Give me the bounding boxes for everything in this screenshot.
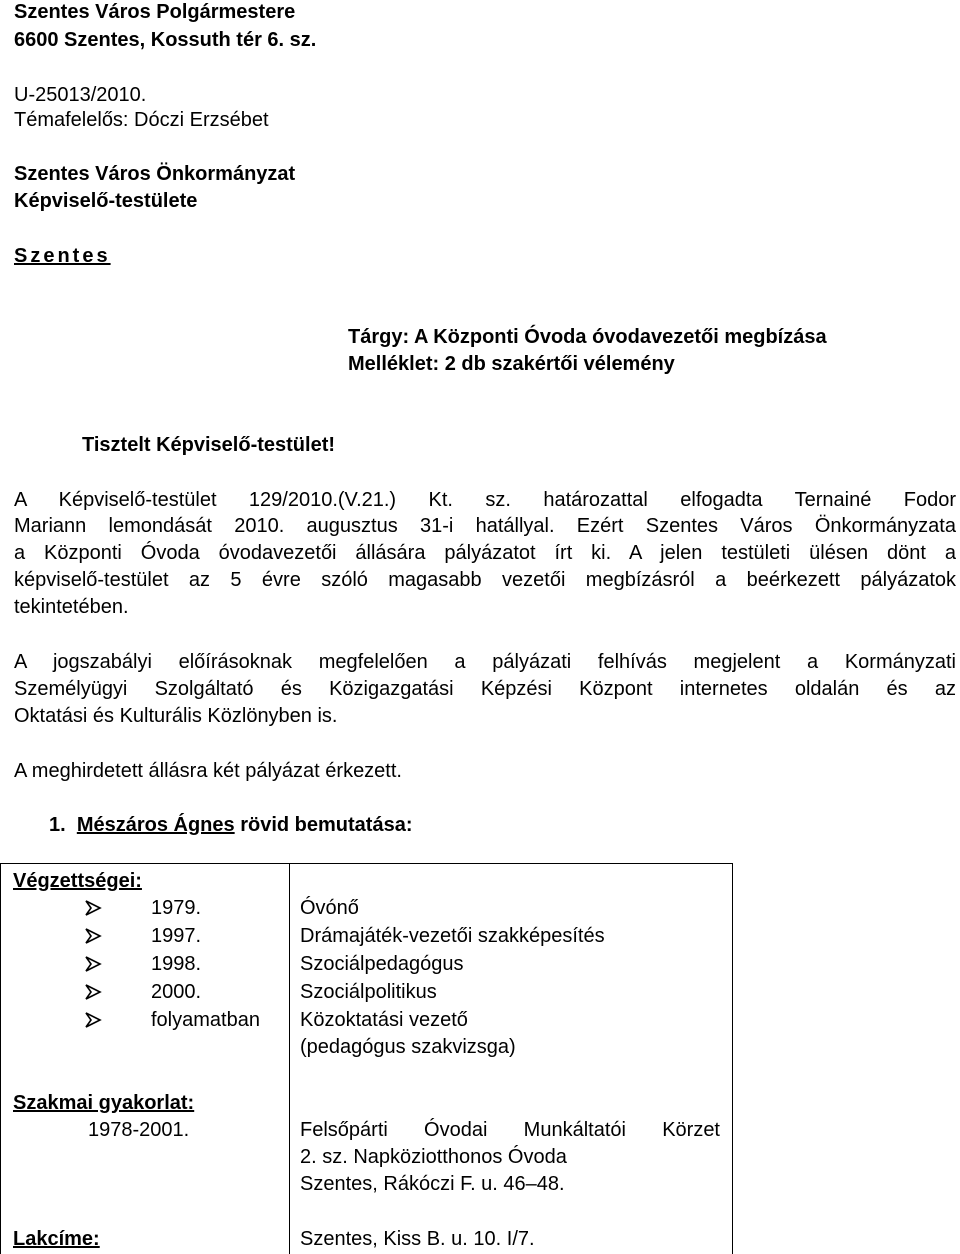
recipient-city: Szentes [14, 245, 111, 267]
address-value: Szentes, Kiss B. u. 10. I/7. [300, 1228, 535, 1250]
experience-workplace: 2. sz. Napköziotthonos Óvoda [300, 1146, 567, 1168]
qualification-title: Szociálpedagógus [300, 953, 464, 975]
responsible-person: Témafelelős: Dóczi Erzsébet [14, 109, 269, 131]
bullet-arrow-icon [84, 955, 102, 973]
candidate-name: Mészáros Ágnes [76, 814, 235, 836]
reference-number: U-25013/2010. [14, 84, 147, 106]
paragraph-1-line: A Képviselő-testület 129/2010.(V.21.) Kt. sz. határozattal elfogadta Ternainé Fodor [14, 489, 956, 511]
paragraph-2-line: Oktatási és Kulturális Közlönyben is. [14, 705, 338, 727]
qualification-year: 2000. [151, 981, 202, 1003]
qualification-title: Szociálpolitikus [300, 981, 437, 1003]
bullet-arrow-icon [84, 927, 102, 945]
recipient-name: Szentes Város Önkormányzat [14, 163, 296, 185]
experience-workplace-address: Szentes, Rákóczi F. u. 46–48. [300, 1173, 565, 1195]
qualification-title: Óvónő [300, 897, 359, 919]
candidate-number: 1. [49, 814, 66, 836]
paragraph-1-line: a Központi Óvoda óvodavezetői állására pályázatot írt ki. A jelen testületi ülésen dönt a [14, 542, 956, 564]
paragraph-2-line: Személyügyi Szolgáltató és Közigazgatási Képzési Központ internetes oldalán és az [14, 678, 956, 700]
paragraph-1-line: képviselő-testület az 5 évre szóló magasabb vezetői megbízásról a beérkezett pályázatok [14, 569, 956, 591]
qualification-title: Drámajáték-vezetői szakképesítés [300, 925, 605, 947]
recipient-body: Képviselő-testülete [14, 190, 198, 212]
salutation: Tisztelt Képviselő-testület! [82, 434, 336, 456]
experience-label: Szakmai gyakorlat: [13, 1092, 195, 1114]
table-left-border [0, 863, 1, 1254]
sender-address: 6600 Szentes, Kossuth tér 6. sz. [14, 29, 317, 51]
qualification-title-continued: (pedagógus szakvizsga) [300, 1036, 516, 1058]
paragraph-1-line: Mariann lemondását 2010. augusztus 31-i hatállyal. Ezért Szentes Város Önkormányzata [14, 515, 956, 537]
paragraph-1-line: tekintetében. [14, 596, 129, 618]
paragraph-2-line: A jogszabályi előírásoknak megfelelően a pályázati felhívás megjelent a Kormányzati [14, 651, 956, 673]
qualification-title: Közoktatási vezető [300, 1009, 468, 1031]
paragraph-3: A meghirdetett állásra két pályázat érkezett. [14, 760, 402, 782]
qualification-year: folyamatban [151, 1009, 260, 1031]
bullet-arrow-icon [84, 983, 102, 1001]
table-top-border [0, 863, 733, 864]
subject-line: Tárgy: A Központi Óvoda óvodavezetői megbízása [348, 326, 827, 348]
candidate-table [0, 863, 733, 1254]
qualification-year: 1997. [151, 925, 202, 947]
bullet-arrow-icon [84, 1011, 102, 1029]
qualification-year: 1998. [151, 953, 202, 975]
table-column-divider [289, 863, 290, 1254]
bullet-arrow-icon [84, 899, 102, 917]
experience-period: 1978-2001. [88, 1119, 190, 1141]
address-label: Lakcíme: [13, 1228, 100, 1250]
qualification-year: 1979. [151, 897, 202, 919]
candidate-heading-suffix: rövid bemutatása: [240, 814, 413, 836]
attachment-line: Melléklet: 2 db szakértői vélemény [348, 353, 675, 375]
sender-name: Szentes Város Polgármestere [14, 1, 296, 23]
qualifications-label: Végzettségei: [13, 870, 142, 892]
candidate-heading [49, 813, 412, 837]
experience-workplace: Felsőpárti Óvodai Munkáltatói Körzet [300, 1119, 720, 1141]
table-right-border [732, 863, 733, 1254]
